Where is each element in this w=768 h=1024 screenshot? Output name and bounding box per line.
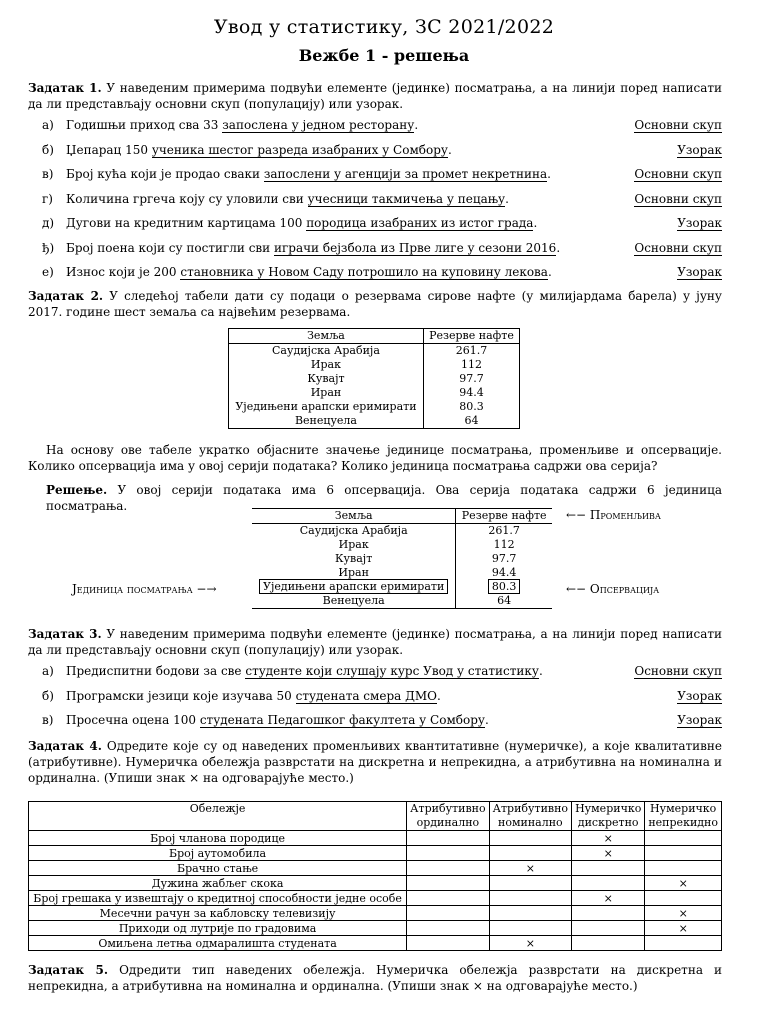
reserves-cell: 97.7 xyxy=(423,372,519,386)
item-text-post: . xyxy=(505,191,509,206)
country-text: Иран xyxy=(338,566,369,579)
task2-paragraph xyxy=(28,288,722,320)
col-attr-nominal-header: Атрибутивно номинално xyxy=(489,802,571,831)
item-text-post: . xyxy=(547,265,552,279)
task3-text: У наведеним примерима подвући елементе (јединке) посматрања, а на линији поред написати да ли представљају основни скуп (популацију) или узорак. xyxy=(28,627,722,657)
item-text-pre: Џепарац 150 xyxy=(66,142,152,157)
item-letter: д) xyxy=(42,216,55,230)
task-item xyxy=(42,241,722,257)
item-text-post: . xyxy=(436,688,441,703)
mark-cell xyxy=(645,861,722,876)
table-row xyxy=(252,538,552,552)
mark-cell xyxy=(407,861,489,876)
task-item xyxy=(42,265,722,281)
task1-label: Задатак 1. xyxy=(28,81,102,95)
item-answer: Узорак xyxy=(677,688,722,703)
item-text-post: . xyxy=(414,118,419,132)
item-underlined-unit: запослена у једном ресторану xyxy=(222,118,415,132)
reserves-cell: 94.4 xyxy=(423,386,519,400)
mark-cell xyxy=(489,831,571,846)
item-answer: Основни скуп xyxy=(634,664,722,678)
reserves-cell xyxy=(456,566,552,580)
solution-label: Решење. xyxy=(46,483,108,497)
task-item xyxy=(42,118,722,134)
mark-cell xyxy=(489,891,571,906)
feature-cell: Брачно стање xyxy=(29,861,407,876)
oil-reserves-table xyxy=(228,328,520,429)
task2-label: Задатак 2. xyxy=(28,289,104,303)
col-reserves-header: Резерве нафте xyxy=(456,509,552,524)
reserves-text: 261.7 xyxy=(488,524,520,537)
mark-cell xyxy=(407,906,489,921)
solution-text: У овој серији података има 6 опсервација. Ова серија података садржи 6 јединица посматрања. xyxy=(46,483,722,513)
country-text: Кувајт xyxy=(335,552,373,565)
table-row xyxy=(252,566,552,580)
table-row xyxy=(229,344,520,359)
col-feature-header: Обележје xyxy=(29,802,407,831)
table-row xyxy=(229,358,520,372)
item-letter: б) xyxy=(42,142,54,157)
item-text-post: . xyxy=(447,142,452,157)
mark-cell xyxy=(645,846,722,861)
observation-annotation: ←− Опсервација xyxy=(566,582,660,596)
country-cell xyxy=(252,566,456,580)
mark-cell xyxy=(489,906,571,921)
country-text: Уједињени арапски еримирати xyxy=(259,579,448,594)
variable-types-table xyxy=(28,801,722,951)
task-item xyxy=(42,192,722,208)
item-letter: в) xyxy=(42,167,54,181)
task2-text: У следећој табели дати су подаци о резервама сирове нафте (у милијардама барела) у јуну 2017. године шест земаља са највећим резервама. xyxy=(28,289,722,319)
mark-cell xyxy=(572,906,645,921)
mark-cell: × xyxy=(645,876,722,891)
reserves-text: 94.4 xyxy=(491,566,517,579)
reserves-text: 97.7 xyxy=(491,552,517,565)
mark-cell: × xyxy=(572,891,645,906)
item-text-post: . xyxy=(538,664,543,678)
col-reserves-header: Резерве нафте xyxy=(423,329,519,344)
country-cell xyxy=(252,580,456,594)
mark-cell xyxy=(645,891,722,906)
item-answer: Узорак xyxy=(677,142,722,157)
task2-question: На основу ове табеле укратко објасните значење јединице посматрања, променљиве и опсервације. Колико опсервација има у овој серији података? Колико јединица посматрања садржи ова серија? xyxy=(28,443,722,473)
item-answer: Основни скуп xyxy=(634,240,722,255)
col-country-header: Земља xyxy=(229,329,424,344)
table-row xyxy=(29,936,722,951)
mark-cell: × xyxy=(489,861,571,876)
country-cell xyxy=(252,594,456,609)
reserves-text: 64 xyxy=(497,594,512,607)
reserves-cell xyxy=(456,538,552,552)
item-text-pre: Просечна оцена 100 xyxy=(66,713,200,727)
item-underlined-unit: студената смера ДМО xyxy=(295,688,437,703)
mark-cell xyxy=(407,921,489,936)
mark-cell xyxy=(407,846,489,861)
feature-cell: Омиљена летња одмаралишта студената xyxy=(29,936,407,951)
item-text-pre: Годишњи приход сва 33 xyxy=(66,118,223,132)
reserves-text: 80.3 xyxy=(488,579,521,594)
item-letter: а) xyxy=(42,118,54,132)
reserves-cell xyxy=(456,524,552,539)
country-cell: Иран xyxy=(229,386,424,400)
reserves-cell: 80.3 xyxy=(423,400,519,414)
table-row xyxy=(29,831,722,846)
mark-cell xyxy=(572,861,645,876)
task1-text: У наведеним примерима подвући елементе (јединке) посматрања, а на линији поред написати да ли представљају основни скуп (популацију) или узорак. xyxy=(28,81,722,111)
item-underlined-unit: играчи бејзбола из Прве лиге у сезони 2016 xyxy=(274,240,557,255)
mark-cell xyxy=(572,936,645,951)
table-row xyxy=(29,876,722,891)
table-row xyxy=(29,906,722,921)
table-row xyxy=(29,846,722,861)
feature-cell: Број аутомобила xyxy=(29,846,407,861)
col-country-header: Земља xyxy=(252,509,456,524)
task-item xyxy=(42,713,722,729)
item-text-pre: Количина гргеча коју су уловили сви xyxy=(66,191,308,206)
country-cell: Уједињени арапски еримирати xyxy=(229,400,424,414)
variable-annotation: ←− Променљива xyxy=(566,508,661,522)
table-row xyxy=(252,580,552,594)
table-row xyxy=(252,552,552,566)
item-text-pre: Предиспитни бодови за све xyxy=(66,664,246,678)
item-underlined-unit: студената Педагошког факултета у Сомбору xyxy=(199,713,485,727)
task4-label: Задатак 4. xyxy=(28,739,102,753)
item-answer: Основни скуп xyxy=(634,118,722,132)
item-underlined-unit: породица изабраних из истог града xyxy=(306,216,534,230)
table-row xyxy=(29,861,722,876)
oil-reserves-annotated-table xyxy=(252,508,552,609)
mark-cell: × xyxy=(489,936,571,951)
mark-cell xyxy=(489,846,571,861)
country-cell: Саудијска Арабија xyxy=(229,344,424,359)
task4-paragraph xyxy=(28,738,722,786)
country-cell: Кувајт xyxy=(229,372,424,386)
country-text: Ирак xyxy=(338,538,369,551)
task-item xyxy=(42,664,722,680)
feature-cell: Дужина жабљег скока xyxy=(29,876,407,891)
task5-paragraph xyxy=(28,962,722,994)
item-text-pre: Износ који је 200 xyxy=(66,265,181,279)
item-answer: Узорак xyxy=(677,216,722,230)
task3-paragraph xyxy=(28,626,722,658)
item-letter: в) xyxy=(42,713,54,727)
item-letter: е) xyxy=(42,265,54,279)
item-answer: Основни скуп xyxy=(634,167,722,181)
task1-paragraph xyxy=(28,80,722,112)
task4-text: Одредите које су од наведених променљивих квантитативне (нумеричке), а које квалитативне (атрибутивне). Нумеричка обележја разврстати на дискретна и непрекидна, а атрибутивна на номинална и ординална. (Упиши знак × на одговарајуће место.) xyxy=(28,739,722,785)
country-cell: Ирак xyxy=(229,358,424,372)
reserves-cell xyxy=(456,580,552,594)
task3-label: Задатак 3. xyxy=(28,627,102,641)
mark-cell xyxy=(489,921,571,936)
table-row xyxy=(229,386,520,400)
table-row xyxy=(252,524,552,539)
table-row xyxy=(229,414,520,429)
task-item xyxy=(42,143,722,159)
mark-cell xyxy=(572,921,645,936)
country-cell: Венецуела xyxy=(229,414,424,429)
col-num-continuous-header: Нумеричко непрекидно xyxy=(645,802,722,831)
mark-cell xyxy=(489,876,571,891)
item-underlined-unit: учесници такмичења у пецању xyxy=(307,191,506,206)
item-underlined-unit: студенте који слушају курс Увод у статистику xyxy=(245,664,539,678)
mark-cell: × xyxy=(572,846,645,861)
task-item xyxy=(42,216,722,232)
feature-cell: Број грешака у извештају о кредитној способности једне особе xyxy=(29,891,407,906)
mark-cell: × xyxy=(645,921,722,936)
item-text-post: . xyxy=(485,713,489,727)
feature-cell: Месечни рачун за кабловску телевизију xyxy=(29,906,407,921)
item-letter: б) xyxy=(42,688,54,703)
country-cell xyxy=(252,552,456,566)
mark-cell: × xyxy=(572,831,645,846)
feature-cell: Број чланова породице xyxy=(29,831,407,846)
item-text-pre: Дугови на кредитним картицама 100 xyxy=(66,216,307,230)
item-text-pre: Програмски језици које изучава 50 xyxy=(66,688,296,703)
reserves-cell: 112 xyxy=(423,358,519,372)
item-answer: Основни скуп xyxy=(634,191,722,206)
country-cell xyxy=(252,524,456,539)
mark-cell xyxy=(407,936,489,951)
table-row xyxy=(29,891,722,906)
item-letter: а) xyxy=(42,664,54,678)
reserves-cell: 261.7 xyxy=(423,344,519,359)
mark-cell xyxy=(572,876,645,891)
country-cell xyxy=(252,538,456,552)
item-answer: Узорак xyxy=(677,265,722,279)
item-text-post: . xyxy=(533,216,538,230)
task-item xyxy=(42,167,722,183)
country-text: Венецуела xyxy=(322,594,385,607)
task5-text: Одредити тип наведених обележја. Нумеричка обележја разврстати на дискретна и непрекидна, а атрибутивна на номинална и ординална. (Упиши знак × на одговарајуће место.) xyxy=(28,963,723,993)
mark-cell xyxy=(407,831,489,846)
mark-cell xyxy=(407,876,489,891)
document-subtitle: Вежбе 1 - решења xyxy=(298,46,470,65)
mark-cell xyxy=(407,891,489,906)
feature-cell: Приходи од лутрије по градовима xyxy=(29,921,407,936)
item-text-post: . xyxy=(547,167,551,181)
reserves-cell: 64 xyxy=(423,414,519,429)
item-letter: ђ) xyxy=(42,240,55,255)
document-title: Увод у статистику, ЗС 2021/2022 xyxy=(213,16,555,38)
col-attr-ordinal-header: Атрибутивно ординално xyxy=(407,802,489,831)
item-text-pre: Број кућа који је продао сваки xyxy=(66,167,264,181)
item-underlined-unit: ученика шестог разреда изабраних у Сомбору xyxy=(151,142,448,157)
item-letter: г) xyxy=(42,191,53,206)
item-answer: Узорак xyxy=(677,713,722,727)
item-text-post: . xyxy=(556,240,561,255)
table-row xyxy=(252,594,552,609)
observation-unit-annotation: Јединица посматрања −→ xyxy=(72,582,217,596)
task-item xyxy=(42,689,722,705)
task5-label: Задатак 5. xyxy=(28,963,109,977)
item-underlined-unit: становника у Новом Саду потрошило на куповину лекова xyxy=(180,265,548,279)
mark-cell: × xyxy=(645,906,722,921)
item-text-pre: Број поена који су постигли сви xyxy=(66,240,274,255)
table-row xyxy=(29,921,722,936)
col-num-discrete-header: Нумеричко дискретно xyxy=(572,802,645,831)
item-underlined-unit: запослени у агенцији за промет некретнина xyxy=(263,167,548,181)
table-row xyxy=(229,400,520,414)
table-row xyxy=(229,372,520,386)
reserves-text: 112 xyxy=(493,538,515,551)
reserves-cell xyxy=(456,552,552,566)
mark-cell xyxy=(645,936,722,951)
mark-cell xyxy=(645,831,722,846)
reserves-cell xyxy=(456,594,552,609)
country-text: Саудијска Арабија xyxy=(299,524,408,537)
